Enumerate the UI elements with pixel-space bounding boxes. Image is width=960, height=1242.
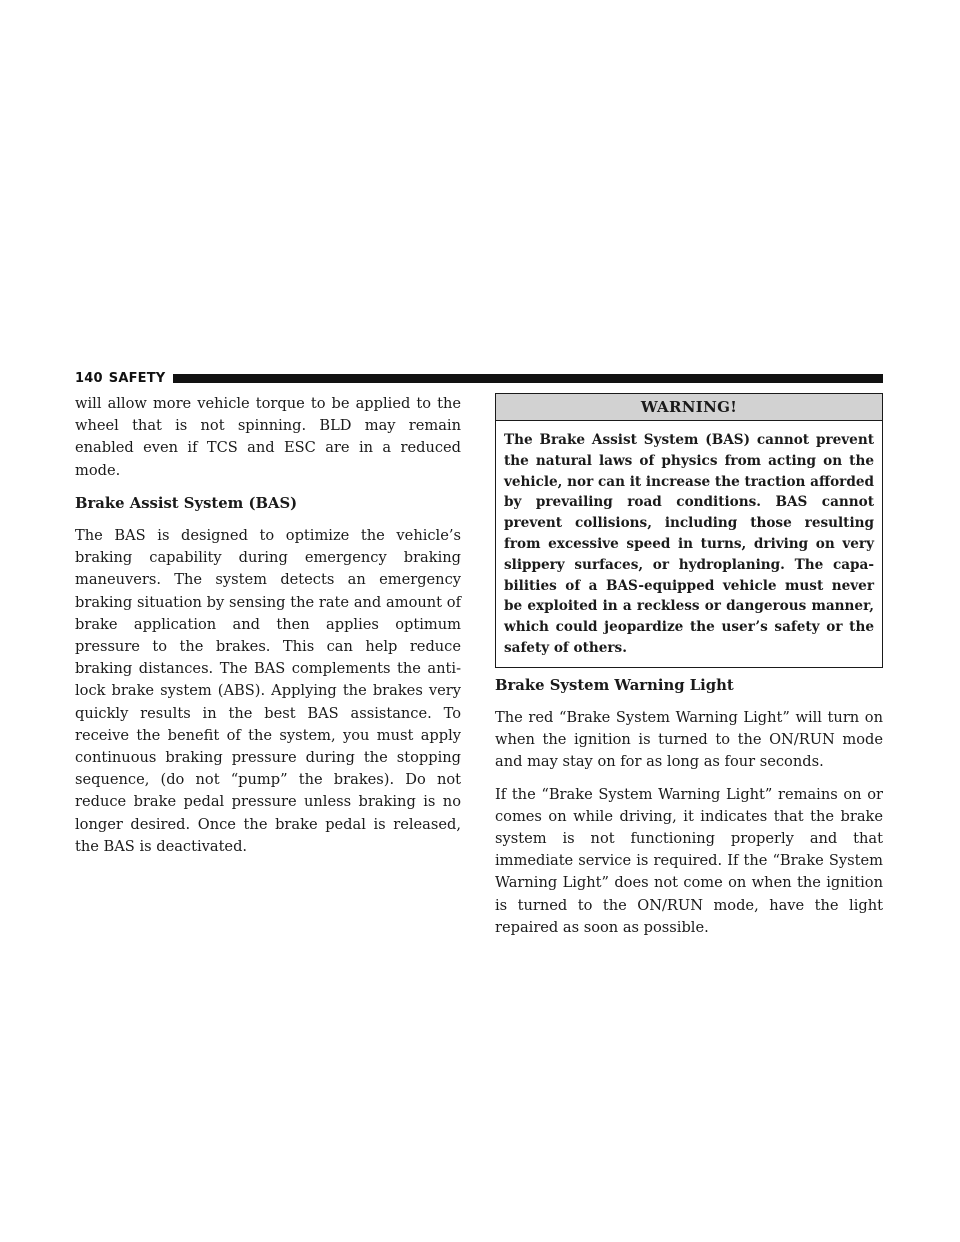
brake-warning-light-paragraph-1: The red “Brake System Warning Light” will turn on when the ignition is turned to the ON/RUN mode and may stay on for as long as four seconds. xyxy=(495,708,883,771)
brake-warning-light-paragraph-2: If the “Brake System Warning Light” remains on or comes on while driving, it indicates that the brake system is not functioning properly and that immediate service is required. If the “Brake System Warning Light” does not come on when the ignition is turned to the ON/RUN mode, have the light repaired as soon as possible. xyxy=(495,785,883,936)
page-number: 140 xyxy=(75,370,103,386)
header-rule xyxy=(173,374,883,383)
bas-heading: Brake Assist System (BAS) xyxy=(75,494,298,512)
right-column xyxy=(495,393,883,939)
warning-box xyxy=(495,393,883,668)
page-header-label xyxy=(75,371,173,386)
warning-title: WARNING! xyxy=(496,394,882,421)
section-title: SAFETY xyxy=(108,370,166,386)
intro-paragraph: will allow more vehicle torque to be applied to the wheel that is not spinning. BLD may remain enabled even if TCS and ESC are in a reduced mode. xyxy=(75,395,461,479)
page-header xyxy=(75,370,883,386)
bas-paragraph: The BAS is designed to optimize the vehicle’s braking capability during emergency braking maneuvers. The system detects an emergency braking situation by sensing the rate and amount of brake application and then applies optimum pressure to the brakes. This can help reduce braking distances. The BAS complements the anti-lock brake system (ABS). Applying the brakes very quickly results in the best BAS assistance. To receive the benefit of the system, you must apply continuous braking pressure during the stopping sequence, (do not “pump” the brakes). Do not reduce brake pedal pressure unless braking is no longer desired. Once the brake pedal is released, the BAS is deactivated. xyxy=(75,527,461,855)
left-column xyxy=(75,393,461,858)
warning-text: The Brake Assist System (BAS) cannot prevent the natural laws of physics from acting on the vehicle, nor can it increase the traction afforded by prevailing road conditions. BAS cannot prevent collisions, including those resulting from excessive speed in turns, driving on very slippery surfaces, or hydroplaning. The capabilities of a BAS-equipped vehicle must never be exploited in a reckless or dangerous manner, which could jeopardize the user’s safety or the safety of others. xyxy=(504,432,874,656)
brake-warning-light-heading: Brake System Warning Light xyxy=(495,676,734,694)
